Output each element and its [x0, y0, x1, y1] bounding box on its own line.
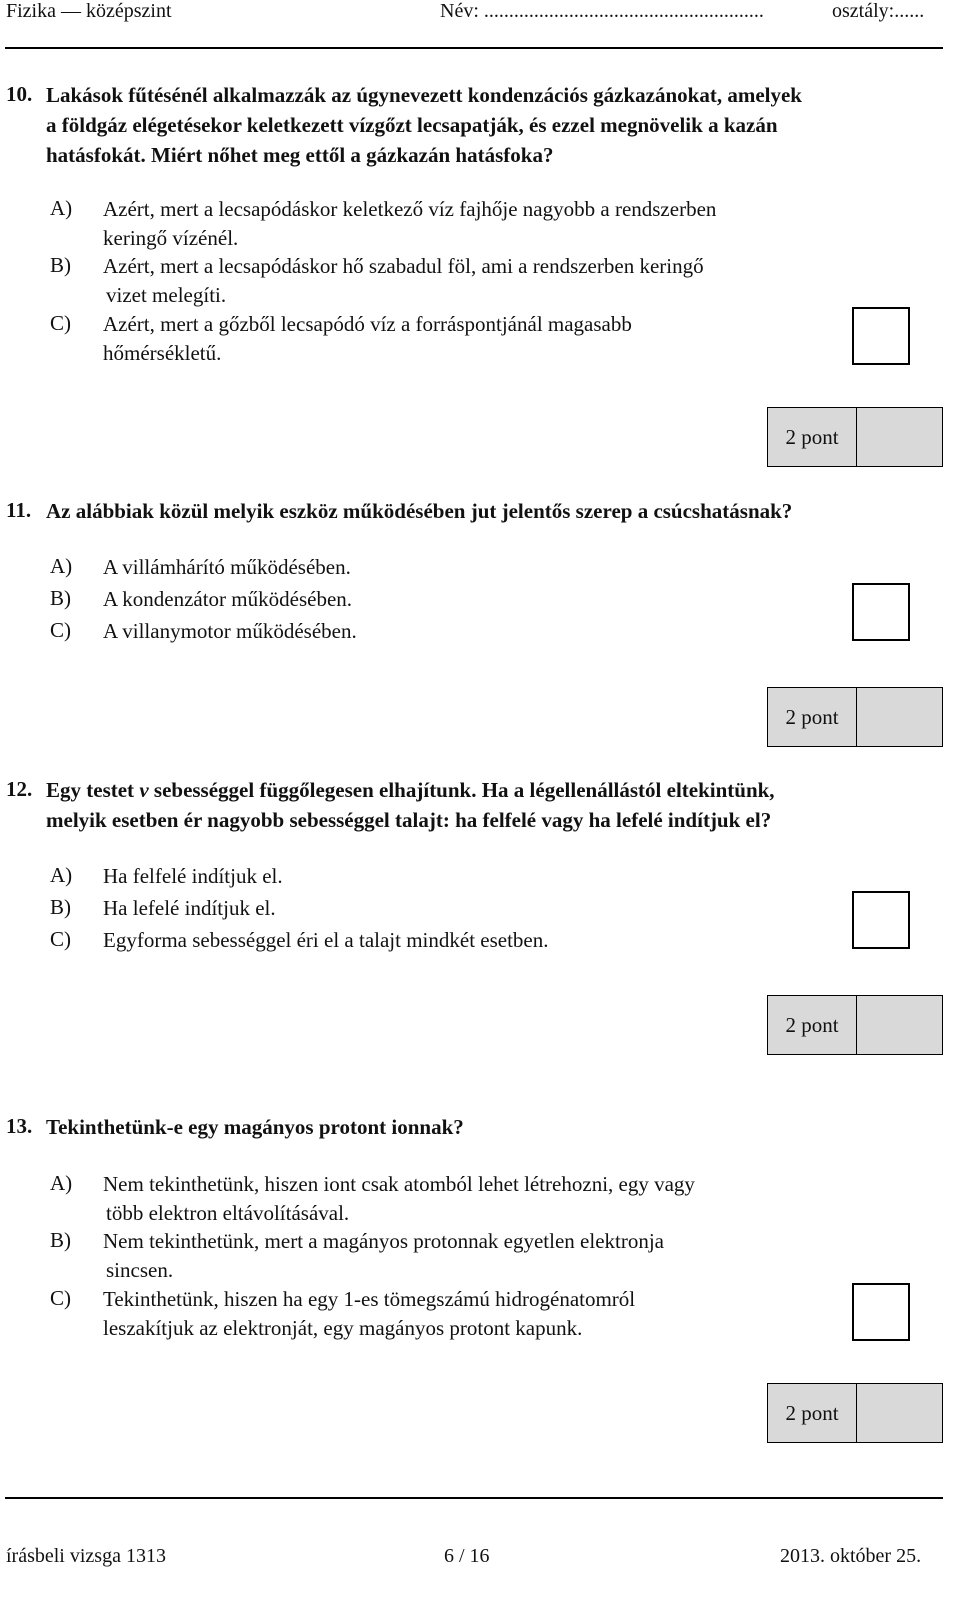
- question-number: 10.: [6, 82, 33, 106]
- option-letter: C): [50, 618, 71, 642]
- option-letter: C): [50, 311, 71, 335]
- option-text-line: leszakítjuk az elektronját, egy magányos protont kapunk.: [103, 1316, 583, 1340]
- option-letter: C): [50, 927, 71, 951]
- footer-date: 2013. október 25.: [780, 1545, 922, 1567]
- option-letter: B): [50, 253, 71, 277]
- header-class-field: osztály:......: [832, 0, 925, 22]
- score-box: [767, 407, 943, 467]
- option-text-line: Tekinthetünk, hiszen ha egy 1-es tömegszámú hidrogénatomról: [103, 1287, 636, 1311]
- option-text-line: hőmérsékletű.: [103, 341, 222, 365]
- footer-page-number: 6 / 16: [444, 1545, 490, 1567]
- question-text-line: Lakások fűtésénél alkalmazzák az úgynevezett kondenzációs gázkazánokat, amelyek: [46, 83, 802, 107]
- question-number: 13.: [6, 1114, 33, 1138]
- score-value-field[interactable]: [857, 1384, 942, 1442]
- answer-box[interactable]: [852, 583, 910, 641]
- option-letter: C): [50, 1286, 71, 1310]
- score-label: 2 pont: [768, 688, 857, 746]
- answer-box[interactable]: [852, 1283, 910, 1341]
- header-rule: [5, 47, 943, 49]
- option-letter: A): [50, 863, 73, 887]
- header-name-field: Név: ........................................................: [440, 0, 764, 22]
- score-label: 2 pont: [768, 408, 857, 466]
- question-number: 12.: [6, 777, 33, 801]
- question-text-line: Tekinthetünk-e egy magányos protont ionnak?: [46, 1115, 464, 1139]
- score-value-field[interactable]: [857, 688, 942, 746]
- question-text-line: Az alábbiak közül melyik eszköz működésében jut jelentős szerep a csúcshatásnak?: [46, 499, 793, 523]
- option-text-line: Ha felfelé indítjuk el.: [103, 864, 283, 888]
- header-subject: Fizika — középszint: [6, 0, 172, 22]
- option-letter: B): [50, 895, 71, 919]
- question-text-part: Egy testet: [46, 778, 140, 802]
- question-text-part: sebességgel függőlegesen elhajítunk. Ha a légellenállástól eltekintünk,: [148, 778, 775, 802]
- score-box: [767, 687, 943, 747]
- option-letter: A): [50, 196, 73, 220]
- footer-exam: írásbeli vizsga 1313: [6, 1545, 166, 1567]
- question-text-line: hatásfokát. Miért nőhet meg ettől a gázkazán hatásfoka?: [46, 143, 554, 167]
- option-text-line: vizet melegíti.: [106, 283, 227, 307]
- question-text-line: [46, 775, 775, 805]
- footer-rule: [5, 1497, 943, 1499]
- option-letter: A): [50, 1171, 73, 1195]
- score-box: [767, 1383, 943, 1443]
- option-letter: A): [50, 554, 73, 578]
- option-text-line: A kondenzátor működésében.: [103, 587, 353, 611]
- option-text-line: Ha lefelé indítjuk el.: [103, 896, 276, 920]
- option-text-line: Nem tekinthetünk, hiszen iont csak atomból lehet létrehozni, egy vagy: [103, 1172, 695, 1196]
- option-text-line: keringő vízénél.: [103, 226, 239, 250]
- option-text-line: Nem tekinthetünk, mert a magányos protonnak egyetlen elektronja: [103, 1229, 664, 1253]
- option-text-line: Azért, mert a lecsapódáskor keletkező víz fajhője nagyobb a rendszerben: [103, 197, 717, 221]
- option-text-line: sincsen.: [106, 1258, 174, 1282]
- answer-box[interactable]: [852, 891, 910, 949]
- score-label: 2 pont: [768, 996, 857, 1054]
- question-text-line: a földgáz elégetésekor keletkezett vízgőzt lecsapatják, és ezzel megnövelik a kazán: [46, 113, 778, 137]
- answer-box[interactable]: [852, 307, 910, 365]
- option-letter: B): [50, 586, 71, 610]
- option-text-line: A villámhárító működésében.: [103, 555, 351, 579]
- score-value-field[interactable]: [857, 408, 942, 466]
- option-text-line: A villanymotor működésében.: [103, 619, 357, 643]
- option-text-line: Azért, mert a gőzből lecsapódó víz a forráspontjánál magasabb: [103, 312, 632, 336]
- score-value-field[interactable]: [857, 996, 942, 1054]
- variable-v: v: [139, 778, 149, 802]
- option-text-line: Azért, mert a lecsapódáskor hő szabadul föl, ami a rendszerben keringő: [103, 254, 704, 278]
- score-label: 2 pont: [768, 1384, 857, 1442]
- option-text-line: Egyforma sebességgel éri el a talajt mindkét esetben.: [103, 928, 549, 952]
- question-number: 11.: [6, 498, 32, 522]
- option-letter: B): [50, 1228, 71, 1252]
- score-box: [767, 995, 943, 1055]
- option-text-line: több elektron eltávolításával.: [106, 1201, 350, 1225]
- question-text-line: melyik esetben ér nagyobb sebességgel talajt: ha felfelé vagy ha lefelé indítjuk el?: [46, 808, 772, 832]
